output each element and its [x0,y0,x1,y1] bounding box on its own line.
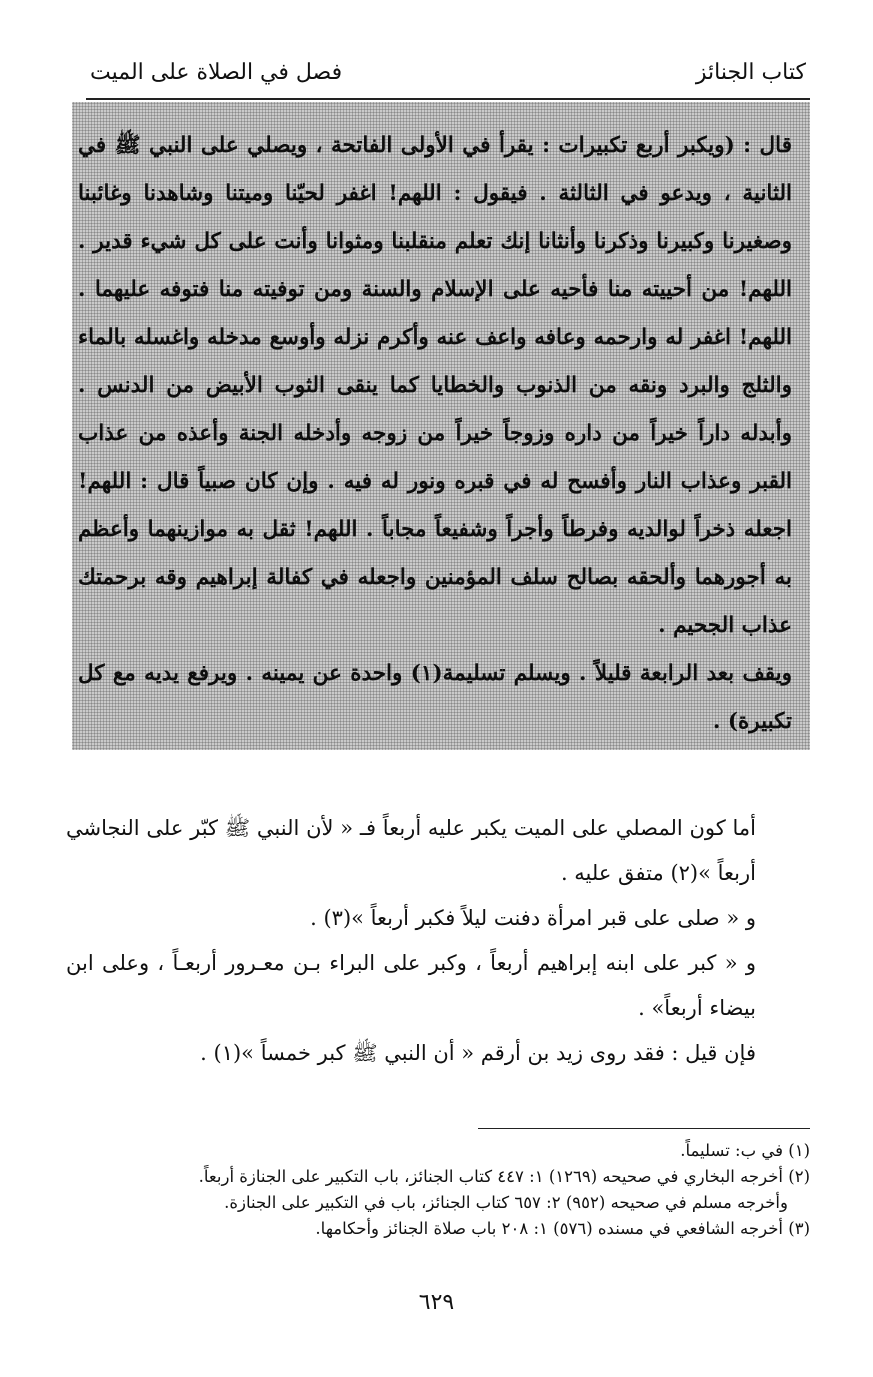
commentary-paragraph: و « صلى على قبر امرأة دفنت ليلاً فكبر أربعاً »(٣) . [310,906,756,930]
chapter-title: فصل في الصلاة على الميت [90,60,343,85]
commentary-paragraph: فإن قيل : فقد روى زيد بن أرقم « أن النبي ﷺ كبر خمساً »(١) . [200,1041,756,1065]
commentary [66,806,810,1076]
page-number: ٦٢٩ [418,1290,455,1315]
running-header [86,50,810,100]
matn-highlighted-block [72,102,810,750]
footnote-separator [478,1128,810,1129]
matn-paragraph: قال : (ويكبر أربع تكبيرات : يقرأ في الأولى الفاتحة ، ويصلي على النبي ﷺ في الثانية ، ويدعو في الثالثة . فيقول : اللهم! اغفر لحيّنا وميتنا وشاهدنا وغائبنا وصغيرنا وكبيرنا وذكرنا وأنثانا إنك تعلم منقلبنا ومثوانا وأنت على كل شيء قدير . اللهم! من أحييته منا فأحيه على الإسلام والسنة ومن توفيته منا فتوفه عليهما . اللهم! اغفر له وارحمه وعافه واعف عنه وأكرم نزله وأوسع مدخله واغسله بالماء والثلج والبرد ونقه من الذنوب والخطايا كما ينقى الثوب الأبيض من الدنس . وأبدله داراً خيراً من داره وزوجاً خيراً من زوجه وأدخله الجنة وأعذه من عذاب القبر وعذاب النار وأفسح له في قبره ونور له فيه . وإن كان صبياً قال : اللهم! اجعله ذخراً لوالديه وفرطاً وأجراً وشفيعاً مجاباً . اللهم! ثقل به موازينهما وأعظم به أجورهما وألحقه بصالح سلف المؤمنين واجعله في كفالة إبراهيم وقه برحمتك عذاب الجحيم . [78,133,792,638]
book-title: كتاب الجنائز [695,60,806,85]
commentary-paragraph: أما كون المصلي على الميت يكبر عليه أربعاً فـ « لأن النبي ﷺ كبّر على النجاشي أربعاً »(٢) متفق عليه . [66,816,756,885]
footnote: (٣) أخرجه الشافعي في مسنده (٥٧٦) ١: ٢٠٨ باب صلاة الجنائز وأحكامها. [315,1219,810,1238]
footnote: وأخرجه مسلم في صحيحه (٩٥٢) ٢: ٦٥٧ كتاب الجنائز، باب في التكبير على الجنازة. [224,1193,788,1212]
commentary-paragraph: و « كبر على ابنه إبراهيم أربعاً ، وكبر على البراء بـن معـرور أربعـاً ، وعلى ابن بيضاء أربعاً» . [66,951,756,1020]
matn-paragraph: ويقف بعد الرابعة قليلاً . ويسلم تسليمة(١) واحدة عن يمينه . ويرفع يديه مع كل تكبيرة) . [78,661,792,734]
footnotes [60,1138,810,1242]
footnote: (١) في ب: تسليماً. [680,1141,810,1160]
footnote: (٢) أخرجه البخاري في صحيحه (١٢٦٩) ١: ٤٤٧ كتاب الجنائز، باب التكبير على الجنازة أربعاً. [198,1167,810,1186]
